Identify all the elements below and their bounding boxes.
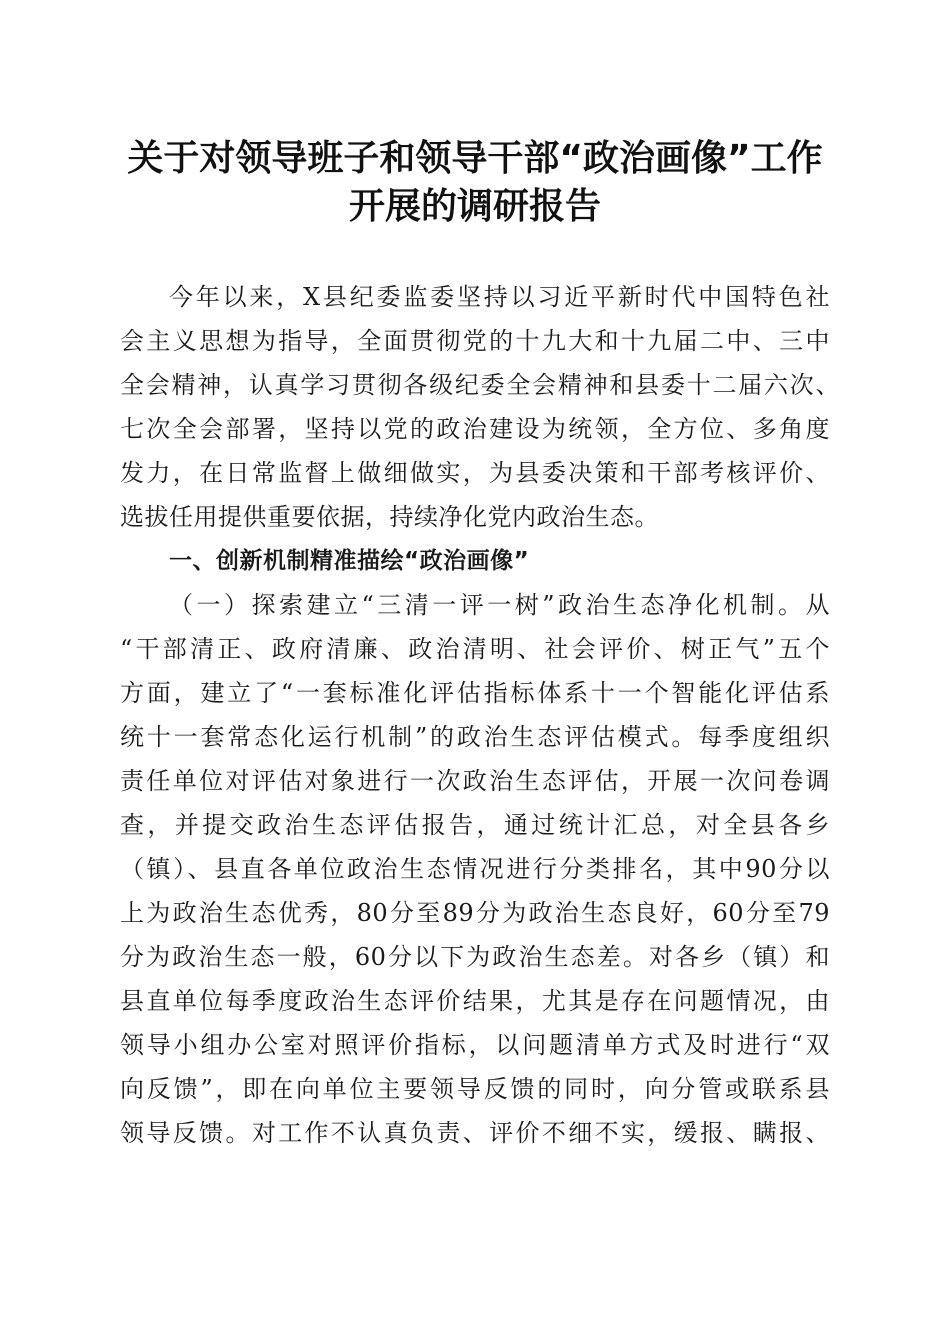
document-title-line-1: 关于对领导班子和领导干部“政治画像”工作 [127, 138, 823, 179]
paragraph-2-line: 方面，建立了“一套标准化评估指标体系十一个智能化评估系 [120, 679, 830, 707]
paragraph-2-line: 分为政治生态一般，60分以下为政治生态差。对各乡（镇）和 [120, 943, 830, 971]
paragraph-2-line: 领导反馈。对工作不认真负责、评价不细不实，缓报、瞒报、 [120, 1119, 830, 1147]
paragraph-1-line: 选拔任用提供重要依据，持续净化党内政治生态。 [120, 503, 659, 531]
document-title-line-2: 开展的调研报告 [348, 186, 601, 227]
paragraph-2-line: （一）探索建立“三清一评一树”政治生态净化机制。从 [169, 591, 830, 619]
paragraph-2-line: “干部清正、政府清廉、政治清明、社会评价、树正气”五个 [120, 635, 830, 663]
paragraph-1-line: 全会精神，认真学习贯彻各级纪委全会精神和县委十二届六次、 [120, 371, 840, 399]
paragraph-1-line: 会主义思想为指导，全面贯彻党的十九大和十九届二中、三中 [120, 327, 830, 355]
paragraph-2-line: 责任单位对评估对象进行一次政治生态评估，开展一次问卷调 [120, 767, 830, 795]
paragraph-2-line: 县直单位每季度政治生态评价结果，尤其是存在问题情况，由 [120, 987, 830, 1015]
paragraph-2-line: 查，并提交政治生态评估报告，通过统计汇总，对全县各乡 [120, 811, 830, 839]
paragraph-2-line: 领导小组办公室对照评价指标，以问题清单方式及时进行“双 [120, 1031, 830, 1059]
paragraph-1-line: 发力，在日常监督上做细做实，为县委决策和干部考核评价、 [120, 459, 830, 487]
paragraph-2-line: （镇）、县直各单位政治生态情况进行分类排名，其中90分以 [120, 855, 830, 883]
paragraph-2-line: 统十一套常态化运行机制”的政治生态评估模式。每季度组织 [120, 723, 830, 751]
paragraph-1-line: 今年以来，X县纪委监委坚持以习近平新时代中国特色社 [169, 283, 830, 311]
paragraph-2-line: 上为政治生态优秀，80分至89分为政治生态良好，60分至79 [120, 899, 830, 927]
section-heading: 一、创新机制精准描绘“政治画像” [169, 548, 530, 574]
paragraph-1-line: 七次全会部署，坚持以党的政治建设为统领，全方位、多角度 [120, 415, 830, 443]
paragraph-2-line: 向反馈”，即在向单位主要领导反馈的同时，向分管或联系县 [120, 1075, 830, 1103]
